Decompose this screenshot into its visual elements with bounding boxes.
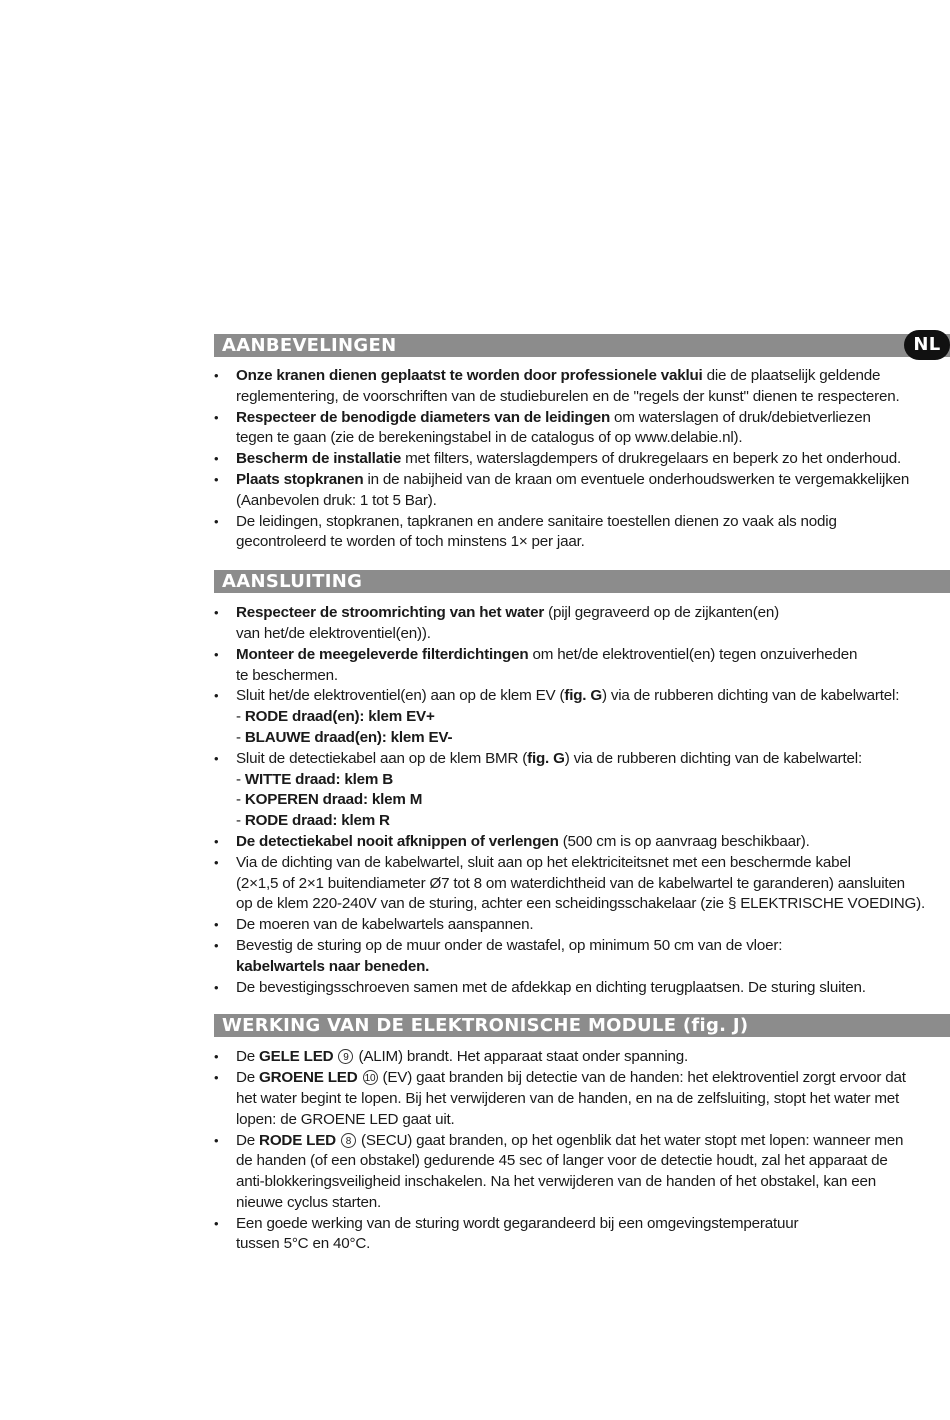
text: tussen 5°C en 40°C.	[236, 1235, 371, 1253]
text: lopen: de GROENE LED gaat uit.	[236, 1110, 455, 1128]
bullet-icon: •	[214, 937, 219, 953]
item-line	[236, 408, 950, 429]
bullet-icon: •	[214, 409, 219, 425]
text: (2×1,5 of 2×1 buitendiameter Ø7 tot 8 om waterdichtheid van de kabelwartel te garanderen) aansluiten	[236, 874, 905, 892]
item-line	[236, 366, 950, 387]
text: -	[236, 728, 245, 746]
list-item	[214, 832, 950, 853]
text: -	[236, 708, 245, 726]
item-line	[236, 790, 950, 811]
bold-text: GROENE LED	[259, 1069, 358, 1087]
text: De	[236, 1131, 260, 1149]
list-item	[214, 470, 950, 512]
item-line	[236, 1172, 950, 1193]
text: het water begint te lopen. Bij het verwijderen van de handen, en na de zelfsluiting, stopt het water met	[236, 1089, 900, 1107]
bold-text: Bescherm de installatie	[236, 450, 402, 468]
text: (500 cm is op aanvraag beschikbaar).	[558, 832, 810, 850]
bold-text: kabelwartels naar beneden.	[236, 957, 430, 975]
recommendations-list	[214, 366, 950, 553]
item-line	[236, 387, 950, 408]
bold-text: De detectiekabel nooit afknippen of verlengen	[236, 832, 559, 850]
bullet-icon: •	[214, 451, 219, 467]
bullet-icon: •	[214, 1132, 219, 1148]
item-line	[236, 915, 950, 936]
item-line	[236, 666, 950, 687]
text: met filters, waterslagdempers of drukregelaars en beperk zo het onderhoud.	[401, 450, 902, 468]
item-line	[236, 770, 950, 791]
item-line	[236, 1089, 950, 1110]
section-header-recommendations	[214, 334, 950, 357]
item-line	[236, 832, 950, 853]
bold-text: Monteer de meegeleverde filterdichtingen	[236, 645, 529, 663]
text: ) via de rubberen dichting van de kabelwartel:	[564, 749, 862, 767]
text: om het/de elektroventiel(en) tegen onzuiverheden	[528, 645, 858, 663]
item-line	[236, 470, 950, 491]
item-line	[236, 449, 950, 470]
led-number-icon: 8	[341, 1133, 356, 1148]
text: reglementering, de voorschriften van de studieburelen en de "regels der kunst" dienen te respecteren.	[236, 387, 900, 405]
item-line	[236, 1214, 950, 1235]
text: gecontroleerd te worden of toch minstens 1× per jaar.	[236, 533, 585, 551]
list-item	[214, 978, 950, 999]
item-line	[236, 645, 950, 666]
text: Sluit de detectiekabel aan op de klem BMR (	[236, 749, 528, 767]
text: die de plaatselijk geldende	[702, 367, 881, 384]
item-line	[236, 1110, 950, 1131]
item-line	[236, 686, 950, 707]
bold-text: GELE LED	[259, 1048, 334, 1066]
text: Bevestig de sturing op de muur onder de wastafel, op minimum 50 cm van de vloer:	[236, 936, 783, 954]
bullet-icon: •	[214, 513, 219, 529]
language-badge: NL	[904, 330, 950, 360]
section-title: WERKING VAN DE ELEKTRONISCHE MODULE (fig. J)	[222, 1015, 749, 1037]
text: De bevestigingsschroeven samen met de afdekkap en dichting terugplaatsen. De sturing sluiten.	[236, 978, 866, 996]
text: (SECU) gaat branden, op het ogenblik dat het water stopt met lopen: wanneer men	[356, 1131, 904, 1149]
bold-text: fig. G	[564, 687, 602, 705]
text: van het/de elektroventiel(en)).	[236, 624, 431, 642]
bold-text: Plaats stopkranen	[236, 470, 364, 488]
connection-list	[214, 603, 950, 998]
item-line	[236, 1234, 950, 1255]
bullet-icon: •	[214, 917, 219, 933]
item-line	[236, 936, 950, 957]
bold-text: BLAUWE draad(en): klem EV-	[244, 728, 453, 746]
bullet-icon: •	[214, 471, 219, 487]
text: De	[236, 1069, 260, 1087]
text: (pijl gegraveerd op de zijkanten(en)	[544, 604, 780, 622]
bullet-icon: •	[214, 854, 219, 870]
bold-text: Respecteer de benodigde diameters van de leidingen	[236, 408, 611, 426]
item-line	[236, 512, 950, 533]
bold-text: RODE LED	[259, 1131, 336, 1149]
item-line	[236, 749, 950, 770]
list-item	[214, 603, 950, 645]
text: (Aanbevolen druk: 1 tot 5 Bar).	[236, 491, 437, 509]
item-line	[236, 1068, 950, 1089]
text: (ALIM) brandt. Het apparaat staat onder spanning.	[354, 1048, 689, 1066]
bullet-icon: •	[214, 605, 219, 621]
bold-text: KOPEREN draad: klem M	[244, 791, 423, 809]
text: ) via de rubberen dichting van de kabelwartel:	[601, 687, 900, 705]
item-line	[236, 428, 950, 449]
bullet-icon: •	[214, 1049, 219, 1065]
text: De	[236, 1048, 260, 1066]
list-item	[214, 936, 950, 978]
bullet-icon: •	[214, 688, 219, 704]
list-item	[214, 686, 950, 748]
text: Een goede werking van de sturing wordt gegarandeerd bij een omgevingstemperatuur	[236, 1214, 799, 1232]
item-line	[236, 1151, 950, 1172]
item-line	[236, 978, 950, 999]
text: -	[236, 812, 245, 830]
text: Sluit het/de elektroventiel(en) aan op de klem EV (	[236, 687, 565, 705]
text: in de nabijheid van de kraan om eventuele onderhoudswerken te vergemakkelijken	[363, 470, 910, 488]
list-item	[214, 1131, 950, 1214]
text: De leidingen, stopkranen, tapkranen en andere sanitaire toestellen dienen zo vaak als nodig	[236, 512, 837, 530]
bullet-icon: •	[214, 1215, 219, 1231]
bullet-icon: •	[214, 979, 219, 995]
item-line	[236, 811, 950, 832]
item-line	[236, 853, 950, 874]
text: tegen te gaan (zie de berekeningstabel in de catalogus of op www.delabie.nl).	[236, 429, 743, 447]
section-title: AANSLUITING	[222, 571, 363, 593]
bullet-icon: •	[214, 833, 219, 849]
list-item	[214, 1047, 950, 1068]
item-line	[236, 532, 950, 553]
text: -	[236, 770, 245, 788]
bullet-icon: •	[214, 646, 219, 662]
bold-text: WITTE draad: klem B	[244, 770, 393, 788]
bold-text: Onze kranen dienen geplaatst te worden door professionele vaklui	[236, 367, 703, 384]
bold-text: fig. G	[527, 749, 565, 767]
text: te beschermen.	[236, 666, 338, 684]
item-line	[236, 1131, 950, 1152]
operation-list	[214, 1047, 950, 1255]
led-number-icon: 9	[338, 1049, 353, 1064]
section-title: AANBEVELINGEN	[222, 335, 397, 356]
text: op de klem 220-240V van de sturing, achter een scheidingsschakelaar (zie § ELEKTRISCHE VOEDING).	[236, 895, 926, 913]
item-line	[236, 491, 950, 512]
item-line	[236, 957, 950, 978]
text: om waterslagen of druk/debietverliezen	[610, 408, 871, 426]
item-line	[236, 874, 950, 895]
list-item	[214, 408, 950, 450]
item-line	[236, 728, 950, 749]
list-item	[214, 853, 950, 915]
item-line	[236, 1193, 950, 1214]
list-item	[214, 1214, 950, 1256]
bullet-icon: •	[214, 1070, 219, 1086]
text: (EV) gaat branden bij detectie van de handen: het elektroventiel zorgt ervoor dat	[378, 1069, 906, 1087]
text: anti-blokkeringsveiligheid inschakelen. Na het verwijderen van de handen of het obstakel, kan een	[236, 1173, 876, 1191]
text: Via de dichting van de kabelwartel, sluit aan op het elektriciteitsnet met een beschermde kabel	[236, 853, 851, 871]
list-item	[214, 366, 950, 408]
item-line	[236, 707, 950, 728]
list-item	[214, 1068, 950, 1130]
text: de handen (of een obstakel) gedurende 45 sec of langer voor de detectie houdt, zal het apparaat de	[236, 1152, 888, 1170]
bold-text: RODE draad(en): klem EV+	[244, 708, 435, 726]
list-item	[214, 749, 950, 832]
bullet-icon: •	[214, 368, 219, 383]
text: nieuwe cyclus starten.	[236, 1193, 382, 1211]
manual-page	[214, 334, 950, 1255]
bold-text: Respecteer de stroomrichting van het water	[236, 604, 545, 622]
bold-text: RODE draad: klem R	[244, 812, 390, 830]
text: De moeren van de kabelwartels aanspannen.	[236, 916, 534, 934]
led-number-icon: 10	[363, 1070, 378, 1085]
section-header-connection	[214, 570, 950, 593]
list-item	[214, 449, 950, 470]
text: -	[236, 791, 245, 809]
item-line	[236, 603, 950, 624]
list-item	[214, 512, 950, 554]
section-header-operation	[214, 1014, 950, 1037]
item-line	[236, 894, 950, 915]
list-item	[214, 645, 950, 687]
item-line	[236, 624, 950, 645]
item-line	[236, 1047, 950, 1068]
bullet-icon: •	[214, 750, 219, 766]
list-item	[214, 915, 950, 936]
